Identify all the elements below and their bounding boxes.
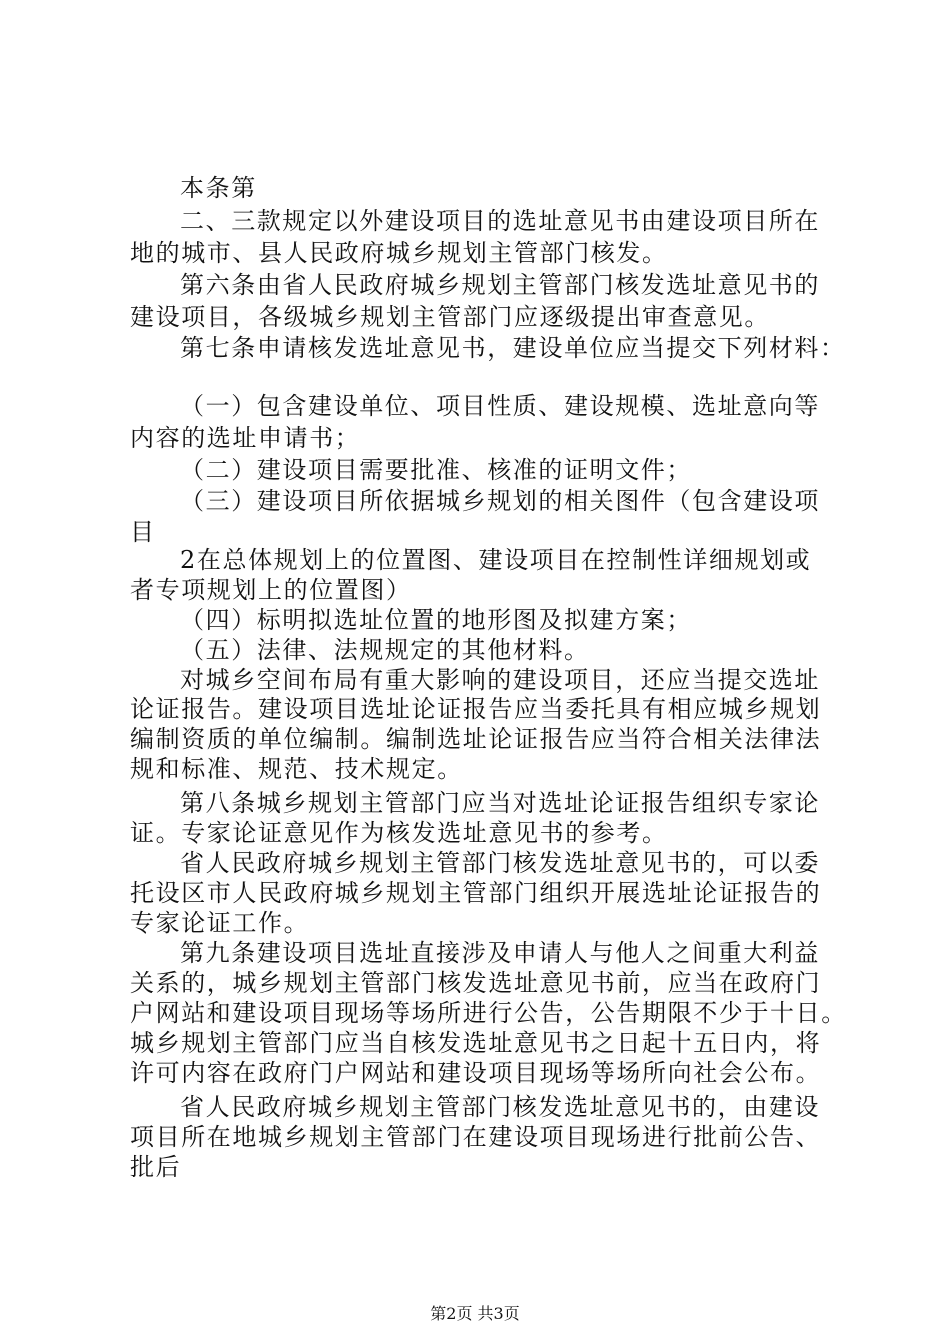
text-line: 专家论证工作。 xyxy=(130,909,310,937)
text-line: （五）法律、法规规定的其他材料。 xyxy=(180,636,590,664)
text-line: 关系的，城乡规划主管部门核发选址意见书前，应当在政府门 xyxy=(130,969,822,997)
text-line: （三）建设项目所依据城乡规划的相关图件（包含建设项 xyxy=(180,487,820,515)
text-line: 者专项规划上的位置图） xyxy=(130,576,412,604)
text-line: （四）标明拟选址位置的地形图及拟建方案； xyxy=(180,606,692,634)
text-line: 第九条建设项目选址直接涉及申请人与他人之间重大利益 xyxy=(180,939,820,967)
text-line: 批后 xyxy=(130,1153,182,1181)
text-line: 第七条申请核发选址意见书，建设单位应当提交下列材料： xyxy=(180,334,846,362)
text-line: 本条第 xyxy=(180,174,257,202)
text-line: 省人民政府城乡规划主管部门核发选址意见书的，可以委 xyxy=(180,849,820,877)
text-line: 规和标准、规范、技术规定。 xyxy=(130,755,463,783)
text-line: 二、三款规定以外建设项目的选址意见书由建设项目所在 xyxy=(180,207,820,235)
text-line: 省人民政府城乡规划主管部门核发选址意见书的，由建设 xyxy=(180,1093,820,1121)
text-line: 建设项目，各级城乡规划主管部门应逐级提出审查意见。 xyxy=(130,303,770,331)
text-line: 证。专家论证意见作为核发选址意见书的参考。 xyxy=(130,819,668,847)
text-line: 论证报告。建设项目选址论证报告应当委托具有相应城乡规划 xyxy=(130,695,822,723)
text-line: 许可内容在政府门户网站和建设项目现场等场所向社会公布。 xyxy=(130,1059,822,1087)
text-line: 托设区市人民政府城乡规划主管部门组织开展选址论证报告的 xyxy=(130,879,822,907)
text-line: （二）建设项目需要批准、核准的证明文件； xyxy=(180,456,692,484)
text-line: 目 xyxy=(130,518,156,546)
text-line: 项目所在地城乡规划主管部门在建设项目现场进行批前公告、 xyxy=(130,1123,822,1151)
text-line: 第八条城乡规划主管部门应当对选址论证报告组织专家论 xyxy=(180,789,820,817)
text-line: 地的城市、县人民政府城乡规划主管部门核发。 xyxy=(130,239,668,267)
text-line: （一）包含建设单位、项目性质、建设规模、选址意向等 xyxy=(180,392,820,420)
text-line: 城乡规划主管部门应当自核发选址意见书之日起十五日内，将 xyxy=(130,1029,822,1057)
text-line: 2在总体规划上的位置图、建设项目在控制性详细规划或 xyxy=(180,546,812,574)
text-line: 编制资质的单位编制。编制选址论证报告应当符合相关法律法 xyxy=(130,725,822,753)
text-line: 户网站和建设项目现场等场所进行公告，公告期限不少于十日。 xyxy=(130,999,847,1027)
text-line: 内容的选址申请书； xyxy=(130,424,361,452)
text-line: 对城乡空间布局有重大影响的建设项目，还应当提交选址 xyxy=(180,666,820,694)
text-line: 第六条由省人民政府城乡规划主管部门核发选址意见书的 xyxy=(180,271,820,299)
page-number-footer: 第2页 共3页 xyxy=(430,1304,520,1323)
